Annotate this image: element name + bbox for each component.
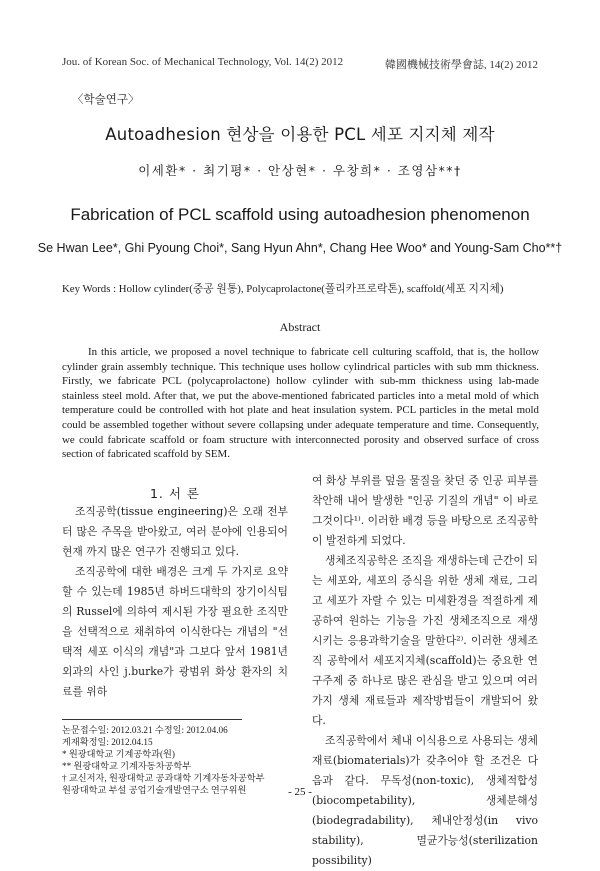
footnote-affiliation-1: * 원광대학교 기계공학과(원) bbox=[62, 749, 175, 759]
section-heading-introduction: 1. 서 론 bbox=[149, 486, 201, 501]
right-column-text bbox=[312, 471, 538, 871]
title-english: Fabrication of PCL scaffold using autoadhesion phenomenon bbox=[70, 205, 530, 224]
authors-korean: 이세환* · 최기평* · 안상현* · 우창희* · 조영삼**† bbox=[138, 163, 462, 178]
keywords: Key Words : Hollow cylinder(중공 원통), Polycaprolactone(폴리카프로락톤), scaffold(세포 지지체) bbox=[62, 283, 504, 295]
left-column-text bbox=[62, 502, 288, 702]
paragraph: 조직공학(tissue engineering)은 오래 전부터 많은 주목을 받아왔고, 여러 분야에 인용되어 현재 까지 많은 연구가 진행되고 있다. bbox=[62, 505, 288, 558]
paragraph: 조직공학에서 체내 이식용으로 사용되는 생체재료(biomaterials)가 갖추어야 할 조건은 다음과 같다. 무독성(non-toxic), 생체적합성(biocompetability), 생체분해성(biodegradability), 체내안정성(in vivo stability), 멸균가능성(sterilization possibility) bbox=[312, 734, 538, 867]
authors-english: Se Hwan Lee*, Ghi Pyoung Choi*, Sang Hyun Ahn*, Chang Hee Woo* and Young-Sam Cho**† bbox=[37, 241, 563, 255]
abstract-heading: Abstract bbox=[279, 320, 321, 334]
footnote-affiliation-2: ** 원광대학교 기계자동차공학부 bbox=[62, 761, 192, 771]
page-number: - 25 - bbox=[288, 786, 312, 798]
paragraph: 생체조직공학은 조직을 재생하는데 근간이 되는 세포와, 세포의 증식을 위한 생체 재료, 그리고 세포가 자랄 수 있는 미세환경을 적절하게 제공하여 원하는 기능을 가진 생체조직으로 재생 시키는 응용과학기술을 말한다²⁾. 이러한 생체조직 공학에서 세포지지체(scaffold)는 중요한 연구주제 중 하나로 많은 관심을 받고 있으며 여러 가지 생체 재료들과 제작방법들이 개발되어 왔다. bbox=[312, 554, 538, 727]
paragraph: 여 화상 부위를 덮을 물질을 찾던 중 인공 피부를 착안해 내어 발생한 "인공 기질의 개념" 이 바로 그것이다¹⁾. 이러한 배경 등을 바탕으로 조직공학이 발전하게 되었다. bbox=[312, 474, 538, 547]
footnote-divider bbox=[62, 719, 242, 720]
journal-header-english: Jou. of Korean Soc. of Mechanical Technology, Vol. 14(2) 2012 bbox=[62, 56, 344, 68]
footnote-corresponding-author-cont: 원광대학교 부설 공업기술개발연구소 연구위원 bbox=[62, 785, 247, 795]
journal-header-korean: 韓國機械技術學會誌, 14(2) 2012 bbox=[384, 59, 538, 71]
article-category: 〈학술연구〉 bbox=[72, 92, 140, 106]
footnote-accepted-date: 게재확정일: 2012.04.15 bbox=[62, 737, 153, 747]
footnote-received-dates: 논문접수일: 2012.03.21 수정일: 2012.04.06 bbox=[62, 725, 228, 735]
title-korean: Autoadhesion 현상을 이용한 PCL 세포 지지체 제작 bbox=[105, 125, 495, 144]
paragraph: 조직공학에 대한 배경은 크게 두 가지로 요약할 수 있는데 1985년 하버드대학의 장기이식팀의 Russel에 의하여 제시된 가장 필요한 조직만을 선택적으로 채취하여 이식한다는 개념의 "선택적 세포 이식의 개념"과 그보다 앞서 1981년 외과의 사인 j.burke가 광범위 화상 환자의 치료를 위하 bbox=[62, 565, 288, 698]
abstract-body: In this article, we proposed a novel technique to fabricate cell culturing scaffold, that is, the hollow cylinder grain assembly technique. This technique uses hollow cylindrical particles with sub mm thickness. Firstly, we fabricate PCL (polycaprolactone) hollow cylinder with sub-mm thickness using lab-made stainless steel mold. After that, we put the above-mentioned fabricated particles into a metal mold of which temperature could be controlled with hot plate and heat insulation system. PCL particles in the metal mold could be assembled together without severe collapsing under adequate temperature and time. Consequently, we could fabricate scaffold or foam structure with interconnected porosity and observed surface of cross section of fabricated scaffold by SEM. bbox=[62, 346, 539, 461]
footnote-corresponding-author: † 교신저자, 원광대학교 공과대학 기계자동차공학부 bbox=[62, 773, 265, 783]
